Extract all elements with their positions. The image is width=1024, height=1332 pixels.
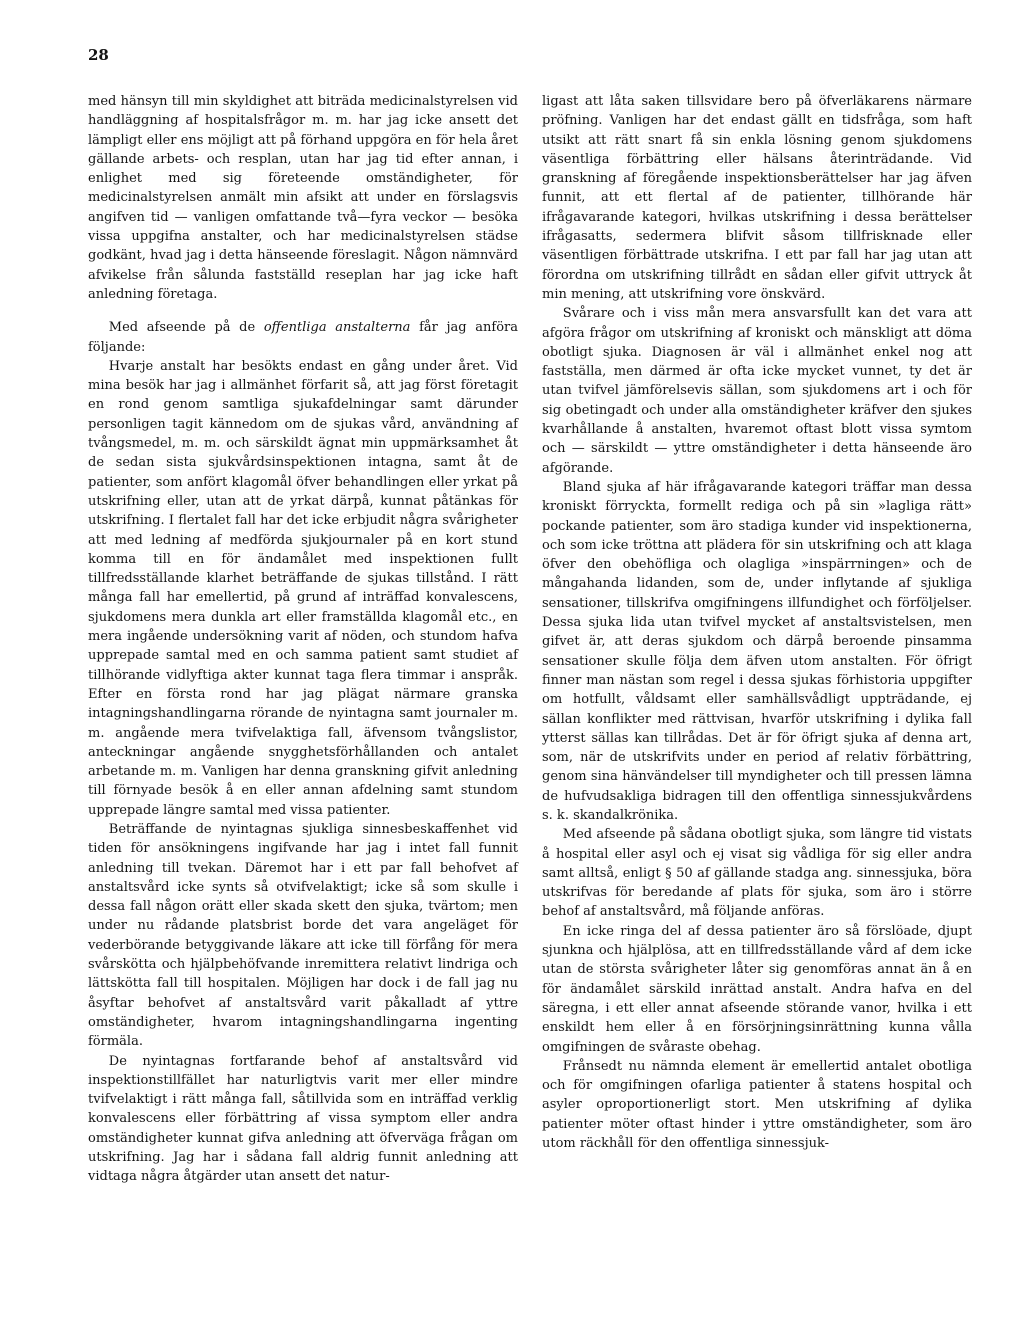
paragraph: Hvarje anstalt har besökts endast en gång under året. Vid mina besök har jag i allmänhet förfarit så, att jag först företagit en rond genom samtliga sjukafdelningar samt därunder personligen tagit kännedom om de sjukas vård, användning af tvångsmedel, m. m. och särskildt ägnat min uppmärksamhet åt de sedan sista sjukvårdsinspektionen intagna, samt åt de patienter, som anfört klagomål öfver behandlingen eller yrkat på utskrifning eller, utan att de yrkat därpå, kunnat påtänkas för utskrifning. I flertalet fall har det icke erbjudit några svårigheter att med ledning af medförda sjukjournaler på en kort stund komma till en för ändamålet med inspektionen fullt tillfredsställande klarhet beträffande de sjukas tillstånd. I rätt många fall har emellertid, på grund af inträffad konvalescens, sjukdomens mera dunkla art eller framställda klagomål etc., en mera ingående undersökning varit af nöden, och stundom hafva upprepade samtal med en och samma patient samt studiet af tillhörande vidlyftiga akter kunnat taga flera timmar i anspråk. Efter en första rond har jag plägat närmare granska intagningshandlingarna rörande de nyintagna samt journaler m. m. angående mera tvifvelaktiga fall, äfvensom tvångslistor, anteckningar angående snygghetsförhållanden och antalet arbetande m. m. Vanligen har denna granskning gifvit anledning till förnyade besök å en eller annan afdelning samt stundom upprepade längre samtal med vissa patienter.	[88, 358, 518, 818]
paragraph: Bland sjuka af här ifrågavarande kategori träffar man dessa kroniskt förryckta, formellt rediga och på sin »lagliga rätt» pockande patienter, som äro stadiga kunder vid inspektionerna, och som icke tröttna att plädera för sin utskrifning och att klaga öfver den obehöfliga och olagliga »inspärrningen» och de mångahanda lidanden, som de, under inflytande af sjukliga sensationer, tillskrifva omgifningens illfundighet och förföljelser. Dessa sjuka lida utan tvifvel mycket af anstaltsvistelsen, men gifvet är, att deras sjukdom och därpå beroende pinsamma sensationer skulle följa dem äfven utom anstalten. För öfrigt finner man nästan som regel i dessa sjukas förhistoria uppgifter om hotfullt, våldsamt eller samhällsvådligt uppträdande, ej sällan konflikter med rättvisan, hvarför utskrifning i dylika fall ytterst sällas kan tillrådas. Det är för öfrigt sjuka af denna art, som, när de utskrifvits under en period af relativ förbättring, genom sina hänvändelser till myndigheter och till pressen lämna de hufvudsakliga bidragen till den offentliga sinnessjukvårdens s. k. skandalkrönika.	[542, 479, 972, 823]
paragraph: ligast att låta saken tillsvidare bero på öfverläkarens närmare pröfning. Vanligen har det endast gällt en tidsfråga, som haft utsikt att rätt snart få sin enkla lösning genom sjukdomens väsentliga förbättring eller hälsans återinträdande. Vid granskning af föregående inspektionsberättelser har jag äfven funnit, att ett flertal af de patienter, tillhörande här ifrågavarande kategori, hvilkas utskrifning i dessa berättelser ifrågasatts, sedermera blifvit såsom tillfrisknade eller väsentligen förbättrade utskrifna. I ett par fall har jag utan att förordna om utskrifning tillrådt en sådan eller gifvit uttryck åt min mening, att utskrifning vore önskvärd.	[542, 94, 972, 302]
paragraph-text: Med afseende på de	[108, 320, 264, 336]
page-number: 28	[88, 46, 109, 64]
left-column	[88, 92, 518, 1187]
paragraph: Med afseende på sådana obotligt sjuka, som längre tid vistats å hospital eller asyl och ej visat sig vådliga för sig eller andra samt alltså, enligt § 50 af gällande stadga ang. sinnessjuka, böra utskrifvas för beredande af plats för sjuka, som äro i större behof af anstaltsvård, må följande anföras.	[542, 827, 972, 920]
paragraph	[88, 318, 518, 357]
paragraph-text: får jag anföra följande:	[88, 320, 519, 355]
emphasis-text: offentliga anstalterna	[263, 320, 411, 336]
paragraph: De nyintagnas fortfarande behof af anstaltsvård vid inspektionstillfället har naturligtvis varit mer eller mindre tvifvelaktigt i rätt många fall, såtillvida som en inträffad verklig konvalescens eller förbättring af vissa symptom eller andra omständigheter kunnat gifva anledning att öfverväga frågan om utskrifning. Jag har i sådana fall aldrig funnit anledning att vidtaga några åtgärder utan ansett det natur-	[88, 1053, 518, 1185]
paragraph: med hänsyn till min skyldighet att biträda medicinalstyrelsen vid handläggning af hospitalsfrågor m. m. har jag icke ansett det lämpligt eller ens möjligt att på förhand uppgöra en för hela året gällande arbets- och resplan, utan har jag tid efter annan, i enlighet med sig företeende omständigheter, för medicinalstyrelsen anmält min afsikt att under en förslagsvis angifven tid — vanligen omfattande två—fyra veckor — besöka vissa uppgifna anstalter, och har medicinalstyrelsen städse godkänt, hvad jag i detta hänseende föreslagit. Någon nämnvärd afvikelse från sålunda fastställd reseplan har jag icke haft anledning företaga.	[88, 94, 518, 302]
paragraph: Frånsedt nu nämnda element är emellertid antalet obotliga och för omgifningen ofarliga patienter å statens hospital och asyler oproportionerligt stort. Men utskrifning af dylika patienter möter oftast hinder i yttre omständigheter, som äro utom räckhåll för den offentliga sinnessjuk-	[542, 1058, 972, 1152]
paragraph: Beträffande de nyintagnas sjukliga sinnesbeskaffenhet vid tiden för ansökningens ingifvande har jag i intet fall funnit anledning till tvekan. Däremot har i ett par fall behofvet af anstaltsvård icke synts så otvifvelaktigt; icke så som skulle i dessa fall någon orätt eller skada skett den sjuka, tvärtom; men under nu rådande platsbrist borde det vara angeläget för vederbörande betyggivande läkare att icke till förfång för mera svårskötta och hjälpbehöfvande inremittera relativt lindriga och lättskötta fall till hospitalen. Möjligen har dock i de fall jag nu åsyftar behofvet af anstaltsvård varit påkalladt af yttre omständigheter, hvarom intagningshandlingarna ingenting förmäla.	[88, 821, 518, 1050]
right-column	[542, 92, 972, 1153]
paragraph: En icke ringa del af dessa patienter äro så förslöade, djupt sjunkna och hjälplösa, att en tillfredsställande vård af dem icke utan de största svårigheter låter sig genomföras annat än å en för ändamålet särskild inrättad anstalt. Andra hafva en del säregna, i ett eller annat afseende störande vanor, hvilka i ett enskildt hem eller å en försörjningsinrättning kunna vålla omgifningen de svåraste obehag.	[542, 923, 972, 1055]
paragraph: Svårare och i viss mån mera ansvarsfullt kan det vara att afgöra frågor om utskrifning af kroniskt och mänskligt att döma obotligt sjuka. Diagnosen är väl i allmänhet enkel nog att fastställa, men därmed är ofta icke mycket vunnet, ty det är utan tvifvel jämförelsevis sällan, som sjukdomens art i och för sig obetingadt och under alla omständigheter kräfver den sjukes kvarhållande å anstalten, hvaremot oftast blott vissa symtom och — särskildt — yttre omständigheter i detta hänseende äro afgörande.	[542, 306, 972, 476]
